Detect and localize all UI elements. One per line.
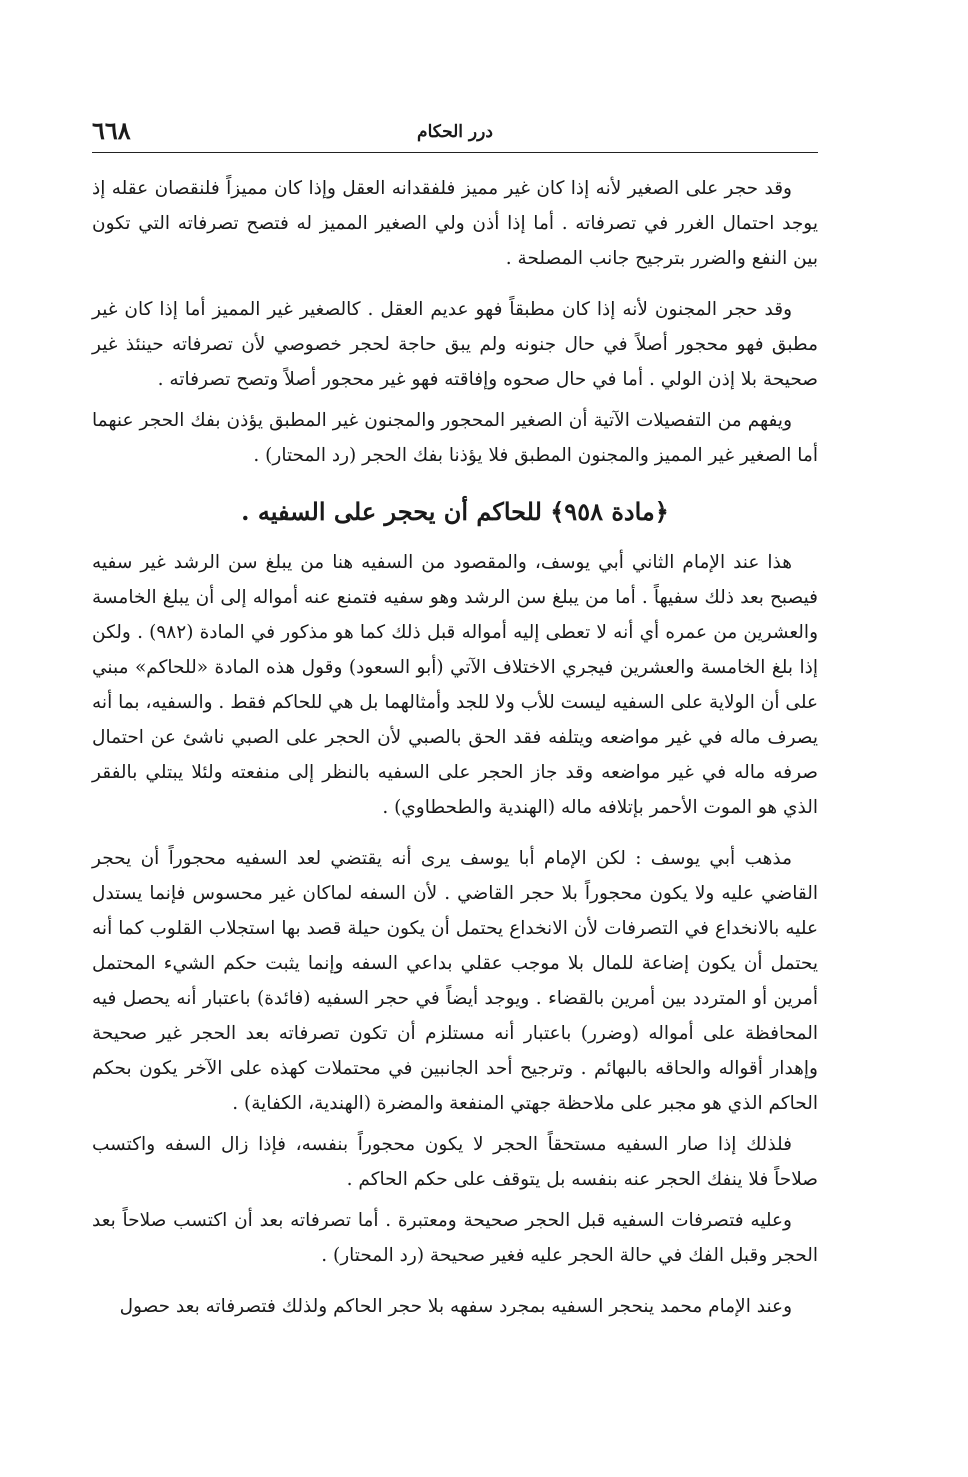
article-heading: ﴿مادة ٩٥٨﴾ للحاكم أن يحجر على السفيه .	[241, 497, 669, 526]
paragraph-4: هذا عند الإمام الثاني أبي يوسف، والمقصود من السفيه هنا من يبلغ سن الرشد غير سفيه فيصبح بعد ذلك سفيهاً . أما من يبلغ سن الرشد وهو سفيه فتمنع عنه أمواله إلى أن يبلغ الخامسة والعشرين من عمره أي أنه لا تعطى إليه أمواله قبل ذلك كما هو مذكور في المادة (٩٨٢) . ولكن إذا بلغ الخامسة والعشرين فيجري الاختلاف الآتي (أبو السعود) وقول هذه المادة «للحاكم» مبني على أن الولاية على السفيه ليست للأب ولا للجد وأمثالهما بل هي للحاكم فقط . والسفيه، بما أنه يصرف ماله في غير مواضعه ويتلفه فقد الحق بالصبي لأن الحجر على الصبي ناشئ عن احتمال صرفه ماله في غير مواضعه وقد جاز الحجر على السفيه بالنظر إلى منفعته ولئلا يبتلي بالفقر الذي هو الموت الأحمر بإتلافه ماله (الهندية والطحطاوي) .	[92, 552, 818, 818]
paragraph-8: وعند الإمام محمد ينحجر السفيه بمجرد سفهه بلا حجر الحاكم ولذلك فتصرفاته بعد حصول	[119, 1296, 792, 1317]
paragraph-6: فلذلك إذا صار السفيه مستحقاً الحجر لا يكون محجوراً بنفسه، فإذا زال السفه واكتسب صلاحاً فلا ينفك الحجر عنه بنفسه بل يتوقف على حكم الحاكم .	[92, 1134, 818, 1190]
paragraph-5: مذهب أبي يوسف : لكن الإمام أبا يوسف يرى أنه يقتضي لعد السفيه محجوراً أن يحجر القاضي عليه ولا يكون محجوراً بلا حجر القاضي . لأن السفه لماكان غير محسوس فإنما يستدل عليه بالانخداع في التصرفات لأن الانخداع يحتمل أن يكون حيلة قصد بها استجلاب القلوب كما أنه يحتمل أن يكون إضاعة للمال بلا موجب عقلي بداعي السفه وإنما يثبت حكم الشيء المحتمل أمرين أو المتردد بين أمرين بالقضاء . ويوجد أيضاً في حجر السفيه (فائدة) باعتبار أنه يحصل فيه المحافظة على أمواله (وضرر) باعتبار أنه مستلزم أن تكون تصرفاته بعد الحجر غير صحيحة وإهدار أقواله والحاقه بالبهائم . وترجيح أحد الجانبين في محتملات كهذه على الآخر يكون بحكم الحاكم الذي هو مجبر على ملاحظة جهتي المنفعة والمضرة (الهندية، الكفاية) .	[92, 848, 818, 1114]
paragraph-7: وعليه فتصرفات السفيه قبل الحجر صحيحة ومعتبرة . أما تصرفاته بعد أن اكتسب صلاحاً بعد الحجر وقبل الفك في حالة الحجر عليه فغير صحيحة (رد المحتار) .	[92, 1210, 818, 1266]
paragraph-3: ويفهم من التفصيلات الآتية أن الصغير المحجور والمجنون غير المطبق يؤذن بفك الحجر عنهما أما الصغير غير المميز والمجنون المطبق فلا يؤذنا بفك الحجر (رد المحتار) .	[92, 410, 818, 466]
paragraph-2: وقد حجر المجنون لأنه إذا كان مطبقاً فهو عديم العقل . كالصغير غير المميز أما إذا كان غير مطبق فهو محجور أصلاً في حال جنونه ولم يبق حاجة لحجر خصوصي لأن تصرفاته حينئذ غير صحيحة بلا إذن الولي . أما في حال صحوه وإفاقته فهو غير محجور أصلاً وتصح تصرفاته .	[92, 299, 818, 390]
page-number: ٦٦٨	[92, 116, 131, 145]
running-title: درر الحكام	[417, 122, 493, 142]
page-header	[92, 110, 818, 153]
book-page	[92, 110, 818, 1324]
paragraph-1: وقد حجر على الصغير لأنه إذا كان غير مميز فلفقدانه العقل وإذا كان مميزاً فلنقصان عقله إذ يوجد احتمال الغرر في تصرفاته . أما إذا أذن ولي الصغير المميز له فتصح تصرفاته التي تكون بين النفع والضرر بترجيح جانب المصلحة .	[92, 178, 818, 269]
page-body	[92, 171, 818, 1324]
